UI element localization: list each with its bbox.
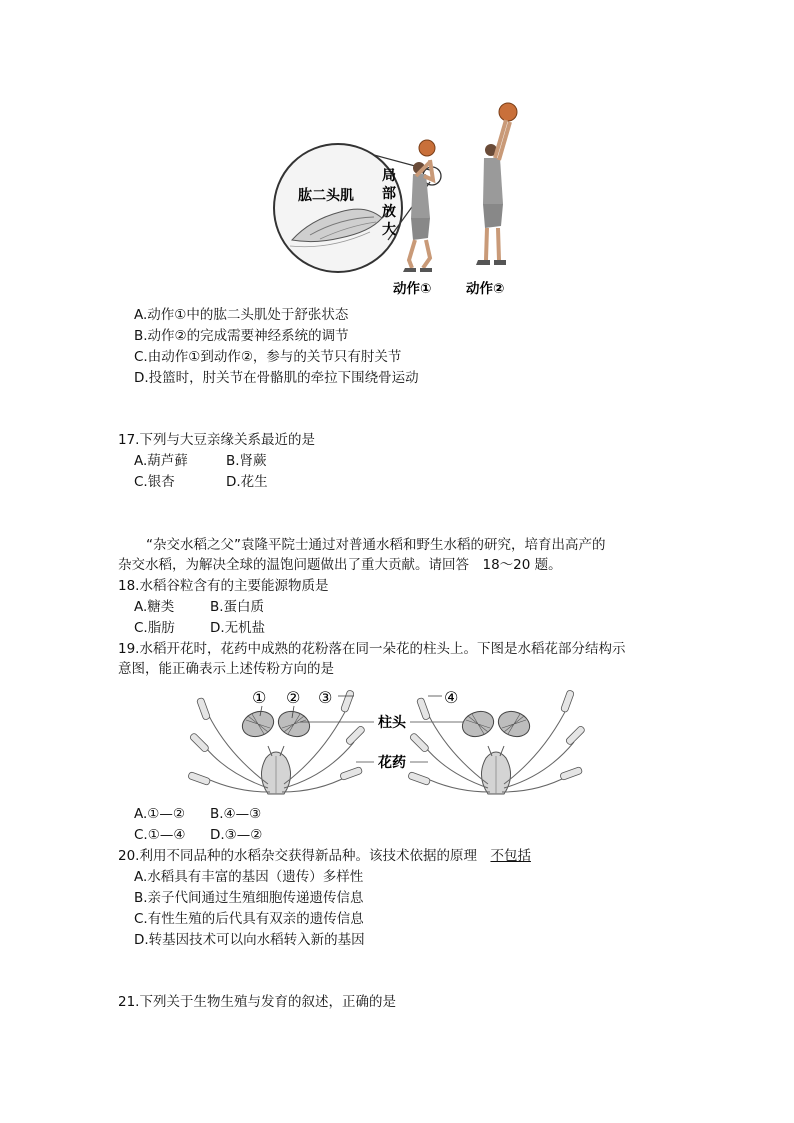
q19-option-d: D.③—② [210,827,263,843]
q16-option-b: B.动作②的完成需要神经系统的调节 [134,328,349,344]
marker-3: ③ [318,688,333,707]
basketball-figure [270,100,530,300]
basketball-figure-svg [270,100,530,300]
magnify-char-3: 放 [382,204,396,220]
flower-right [408,690,586,794]
q20-option-a: A.水稻具有丰富的基因（遗传）多样性 [134,869,364,885]
flower-left [188,690,366,794]
rice-flower-figure [188,684,596,802]
action2-label: 动作② [466,281,505,297]
passage-line-1: “杂交水稻之父”袁隆平院士通过对普通水稻和野生水稻的研究，培育出高产的 [146,537,606,553]
rice-flower-figure-svg [188,684,596,802]
marker-1: ① [252,688,267,707]
q20-stem-underlined: 不包括 [490,848,531,864]
q19-option-b: B.④—③ [210,806,262,822]
q18-option-c: C.脂肪 [134,620,175,636]
marker-4: ④ [444,688,459,707]
q18-option-b: B.蛋白质 [210,599,265,615]
magnify-char-4: 大 [382,222,396,238]
q19-stem-line-1: 19.水稻开花时，花药中成熟的花粉落在同一朵花的柱头上。下图是水稻花部分结构示 [118,641,626,657]
q20-option-c: C.有性生殖的后代具有双亲的遗传信息 [134,911,364,927]
q20-stem [118,847,531,865]
q19-stem-line-2: 意图，能正确表示上述传粉方向的是 [118,661,334,677]
q17-option-d: D.花生 [226,474,268,490]
q21-stem: 21.下列关于生物生殖与发育的叙述，正确的是 [118,994,396,1010]
q17-option-a: A.葫芦藓 [134,453,188,469]
passage-line-2: 杂交水稻，为解决全球的温饱问题做出了重大贡献。请回答 18～20 题。 [118,557,562,573]
q18-option-a: A.糖类 [134,599,175,615]
q20-option-d: D.转基因技术可以向水稻转入新的基因 [134,932,365,948]
q16-option-c: C.由动作①到动作②，参与的关节只有肘关节 [134,349,402,365]
action1-label: 动作① [393,281,432,297]
magnify-char-2: 部 [382,186,396,202]
magnify-char-1: 局 [382,168,396,184]
q17-stem: 17.下列与大豆亲缘关系最近的是 [118,432,315,448]
q17-option-b: B.肾蕨 [226,453,267,469]
q17-option-c: C.银杏 [134,474,175,490]
q18-option-d: D.无机盐 [210,620,266,636]
q20-stem-prefix: 20.利用不同品种的水稻杂交获得新品种。该技术依据的原理 [118,848,491,864]
player-action2 [476,103,517,265]
player-action1 [403,140,435,272]
anther-label: 花药 [378,755,406,771]
q16-option-a: A.动作①中的肱二头肌处于舒张状态 [134,307,349,323]
muscle-label: 肱二头肌 [298,188,354,204]
marker-2: ② [286,688,301,707]
q16-option-d: D.投篮时，肘关节在骨骼肌的牵拉下围绕骨运动 [134,370,419,386]
q18-stem: 18.水稻谷粒含有的主要能源物质是 [118,578,329,594]
q19-option-c: C.①—④ [134,827,186,843]
q19-option-a: A.①—② [134,806,185,822]
q20-option-b: B.亲子代间通过生殖细胞传递遗传信息 [134,890,364,906]
stigma-label: 柱头 [378,715,406,731]
